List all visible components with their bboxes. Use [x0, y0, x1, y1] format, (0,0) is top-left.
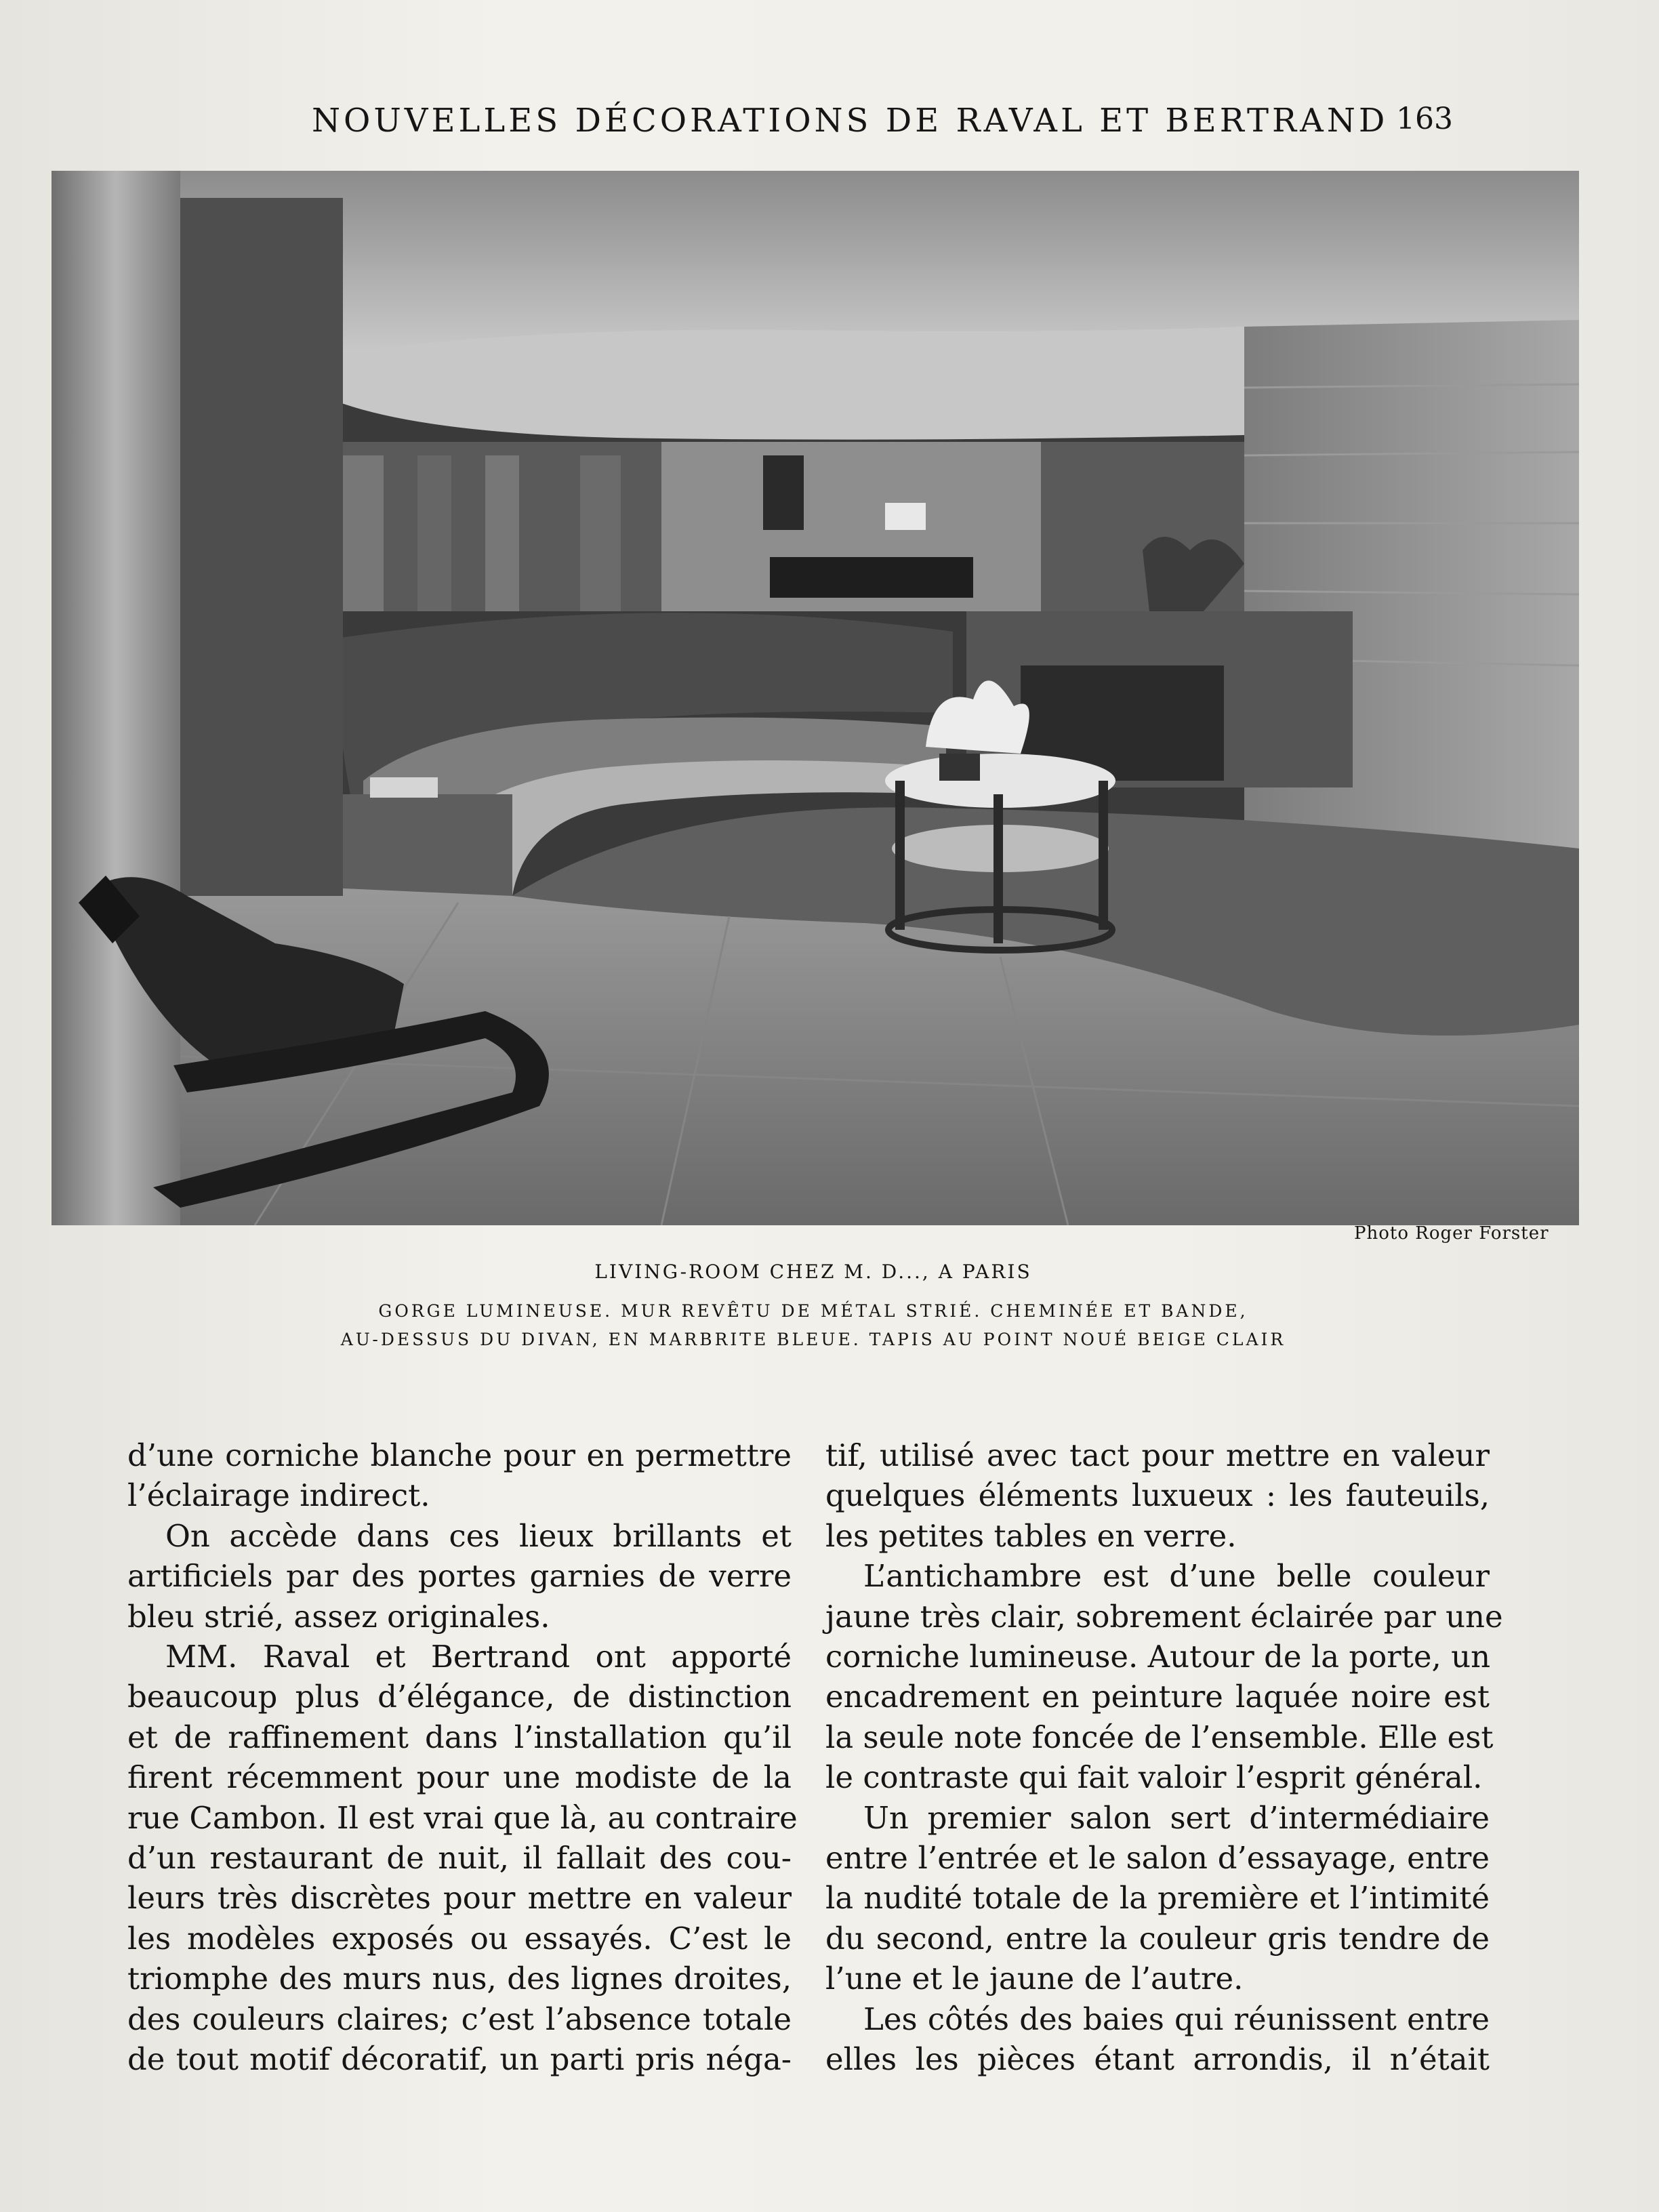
text-line: MM. Raval et Bertrand ont apporté: [165, 1639, 792, 1675]
text-line: de tout motif décoratif, un parti pris néga-: [127, 2041, 792, 2078]
text-line: l’une et le jaune de l’autre.: [825, 1961, 1244, 1997]
text-line: elles les pièces étant arrondis, il n’était: [825, 2041, 1490, 2078]
right-text-column: [825, 1435, 1503, 2080]
text-line: les petites tables en verre.: [825, 1517, 1237, 1554]
text-line: beaucoup plus d’élégance, de distinction: [127, 1679, 792, 1715]
text-line: du second, entre la couleur gris tendre de: [825, 1920, 1490, 1957]
text-line: Les côtés des baies qui réunissent entre: [863, 2001, 1490, 2037]
text-line: le contraste qui fait valoir l’esprit général.: [825, 1759, 1483, 1796]
text-line: les modèles exposés ou essayés. C’est le: [127, 1920, 792, 1957]
running-title: NOUVELLES DÉCORATIONS DE RAVAL ET BERTRAND: [312, 102, 1389, 140]
caption-line: AU-DESSUS DU DIVAN, EN MARBRITE BLEUE. TAPIS AU POINT NOUÉ BEIGE CLAIR: [340, 1330, 1286, 1349]
text-line: corniche lumineuse. Autour de la porte, un: [825, 1639, 1491, 1675]
caption-title: LIVING-ROOM CHEZ M. D..., A PARIS: [594, 1261, 1032, 1283]
text-line: des couleurs claires; c’est l’absence totale: [127, 2001, 792, 2037]
text-line: la nudité totale de la première et l’intimité: [825, 1880, 1490, 1917]
text-line: rue Cambon. Il est vrai que là, au contraire: [127, 1799, 798, 1836]
text-line: artificiels par des portes garnies de verre: [127, 1558, 792, 1595]
text-line: On accède dans ces lieux brillants et: [165, 1517, 792, 1554]
text-line: L’antichambre est d’une belle couleur: [863, 1558, 1490, 1595]
page-number: 163: [1396, 102, 1453, 136]
text-line: encadrement en peinture laquée noire est: [825, 1679, 1490, 1715]
text-line: entre l’entrée et le salon d’essayage, entre: [825, 1840, 1490, 1877]
photo-credit: Photo Roger Forster: [1354, 1223, 1549, 1244]
text-line: tif, utilisé avec tact pour mettre en valeur: [825, 1437, 1490, 1473]
text-line: quelques éléments luxueux : les fauteuils,: [825, 1477, 1490, 1514]
caption-description: [136, 1297, 1491, 1354]
text-line: triomphe des murs nus, des lignes droites,: [127, 1961, 792, 1997]
text-line: Un premier salon sert d’intermédiaire: [863, 1799, 1490, 1836]
text-line: firent récemment pour une modiste de la: [127, 1759, 792, 1796]
text-line: bleu strié, assez originales.: [127, 1598, 550, 1635]
text-line: d’une corniche blanche pour en permettre: [127, 1437, 792, 1473]
living-room-photo: [52, 171, 1579, 1225]
text-line: et de raffinement dans l’installation qu’il: [127, 1719, 792, 1755]
text-line: jaune très clair, sobrement éclairée par une: [825, 1598, 1503, 1635]
text-line: d’un restaurant de nuit, il fallait des cou-: [127, 1840, 792, 1877]
text-line: l’éclairage indirect.: [127, 1477, 430, 1514]
caption-line: GORGE LUMINEUSE. MUR REVÊTU DE MÉTAL STRIÉ. CHEMINÉE ET BANDE,: [378, 1301, 1248, 1321]
left-text-column: [127, 1435, 798, 2080]
text-line: leurs très discrètes pour mettre en valeur: [127, 1880, 792, 1917]
text-line: la seule note foncée de l’ensemble. Elle est: [825, 1719, 1494, 1755]
